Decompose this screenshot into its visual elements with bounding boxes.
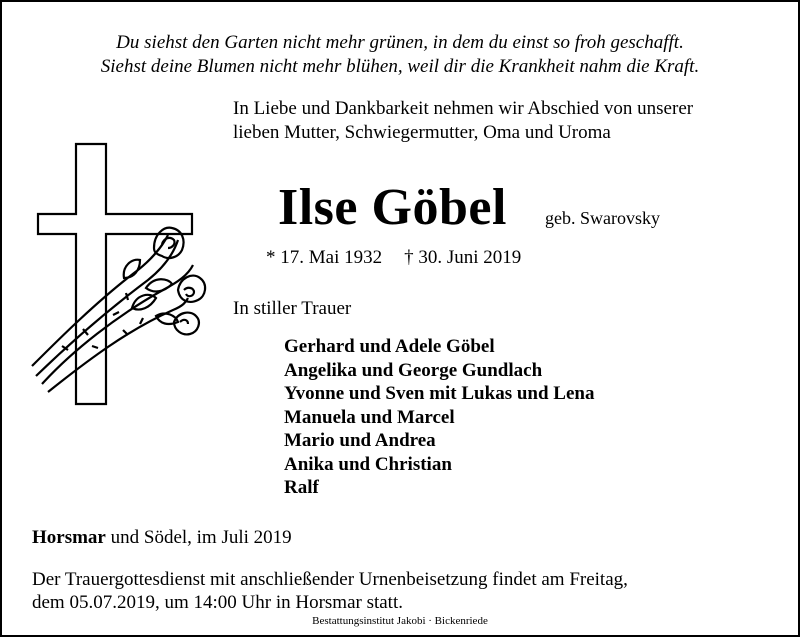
mourning-phrase: In stiller Trauer — [233, 298, 352, 319]
family-member: Manuela und Marcel — [284, 406, 455, 428]
service-line-2: dem 05.07.2019, um 14:00 Uhr in Horsmar statt. — [32, 592, 403, 613]
service-info — [32, 568, 628, 614]
place-rest: und Södel, im Juli 2019 — [105, 527, 292, 548]
family-list — [284, 335, 594, 500]
life-dates — [266, 247, 521, 269]
death-date: † 30. Juni 2019 — [404, 247, 522, 268]
family-member: Angelika und George Gundlach — [284, 359, 543, 381]
family-member: Anika und Christian — [284, 453, 452, 475]
funeral-home-footer: Bestattungsinstitut Jakobi · Bickenriede — [312, 615, 488, 627]
cross-with-roses-icon — [28, 140, 208, 410]
poem-line-1: Du siehst den Garten nicht mehr grünen, in dem du einst so froh geschafft. — [116, 32, 684, 53]
intro-line-2: lieben Mutter, Schwiegermutter, Oma und Uroma — [233, 122, 611, 143]
service-line-1: Der Trauergottesdienst mit anschließender Urnenbeisetzung findet am Freitag, — [32, 569, 628, 590]
poem-line-2: Siehst deine Blumen nicht mehr blühen, weil dir die Krankheit nahm die Kraft. — [100, 56, 700, 77]
intro-line-1: In Liebe und Dankbarkeit nehmen wir Abschied von unserer — [233, 98, 694, 119]
place-town: Horsmar — [32, 527, 106, 548]
place-and-date — [32, 527, 292, 549]
family-member: Mario und Andrea — [284, 430, 436, 451]
birth-name: geb. Swarovsky — [545, 208, 660, 228]
family-member: Gerhard und Adele Göbel — [284, 336, 495, 357]
deceased-name: Ilse Göbel — [278, 179, 507, 236]
birth-date: * 17. Mai 1932 — [266, 247, 383, 268]
family-member: Ralf — [284, 477, 319, 498]
family-member: Yvonne und Sven mit Lukas und Lena — [284, 383, 595, 404]
